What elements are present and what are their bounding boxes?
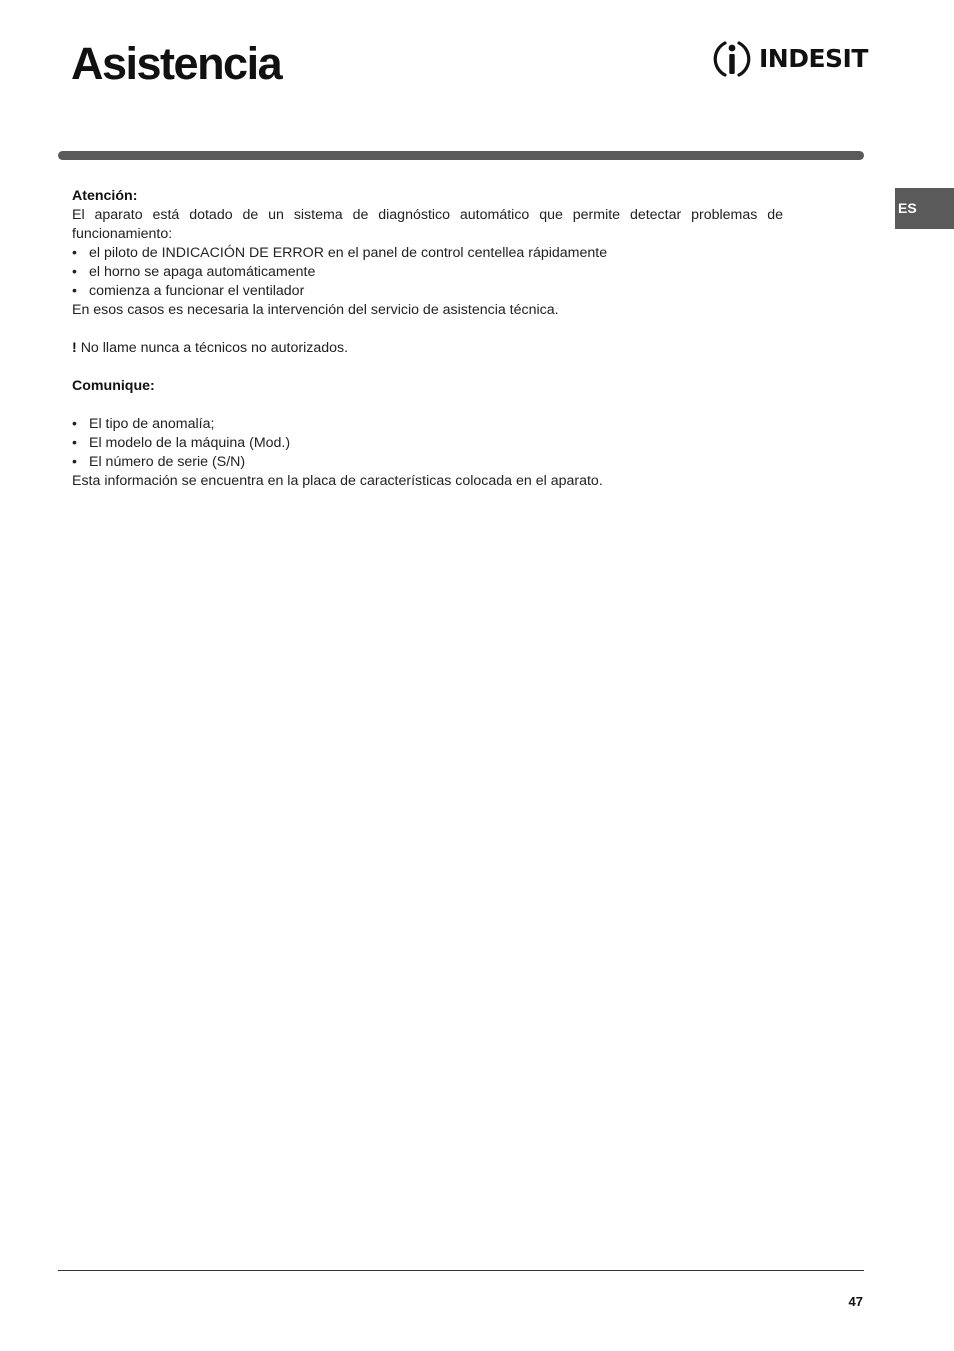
attention-heading: Atención:	[72, 188, 138, 204]
warning-text: No llame nunca a técnicos no autorizados.	[80, 340, 349, 356]
footer-rule	[58, 1270, 864, 1271]
list-item-text: el horno se apaga automáticamente	[89, 264, 316, 280]
communicate-conclusion: Esta información se encuentra en la placa de características colocada en el aparato.	[72, 473, 603, 489]
list-item-text: El modelo de la máquina (Mod.)	[89, 435, 291, 451]
bullet: •	[72, 454, 77, 470]
brand-name: INDESIT	[759, 44, 868, 73]
page-title: Asistencia	[71, 38, 282, 89]
bullet: •	[72, 283, 77, 299]
list-item-text: el piloto de INDICACIÓN DE ERROR en el panel de control centellea rápidamente	[89, 245, 608, 261]
spacer	[72, 320, 783, 339]
spacer	[72, 358, 783, 377]
list-item	[72, 415, 783, 434]
attention-conclusion: En esos casos es necesaria la intervención del servicio de asistencia técnica.	[72, 302, 559, 318]
spacer	[72, 396, 783, 415]
list-item-text: El tipo de anomalía;	[89, 416, 215, 432]
bullet: •	[72, 264, 77, 280]
bullet: •	[72, 245, 77, 261]
warning-mark: !	[72, 340, 77, 356]
list-item	[72, 453, 783, 472]
communicate-heading: Comunique:	[72, 378, 155, 394]
list-item	[72, 263, 783, 282]
bullet: •	[72, 435, 77, 451]
content	[72, 187, 783, 491]
communicate-list	[72, 415, 783, 472]
list-item	[72, 434, 783, 453]
brand-logo	[711, 37, 868, 81]
attention-list	[72, 244, 783, 301]
language-tab: ES	[895, 188, 954, 229]
list-item	[72, 282, 783, 301]
list-item-text: El número de serie (S/N)	[89, 454, 246, 470]
list-item	[72, 244, 783, 263]
attention-intro: El aparato está dotado de un sistema de diagnóstico automático que permite detectar problemas de funcionamiento:	[72, 207, 783, 242]
page-number: 47	[848, 1294, 863, 1309]
header-rule	[58, 151, 864, 160]
list-item-text: comienza a funcionar el ventilador	[89, 283, 305, 299]
warning-note	[72, 339, 783, 358]
bullet: •	[72, 416, 77, 432]
indesit-logo-icon	[711, 37, 753, 81]
